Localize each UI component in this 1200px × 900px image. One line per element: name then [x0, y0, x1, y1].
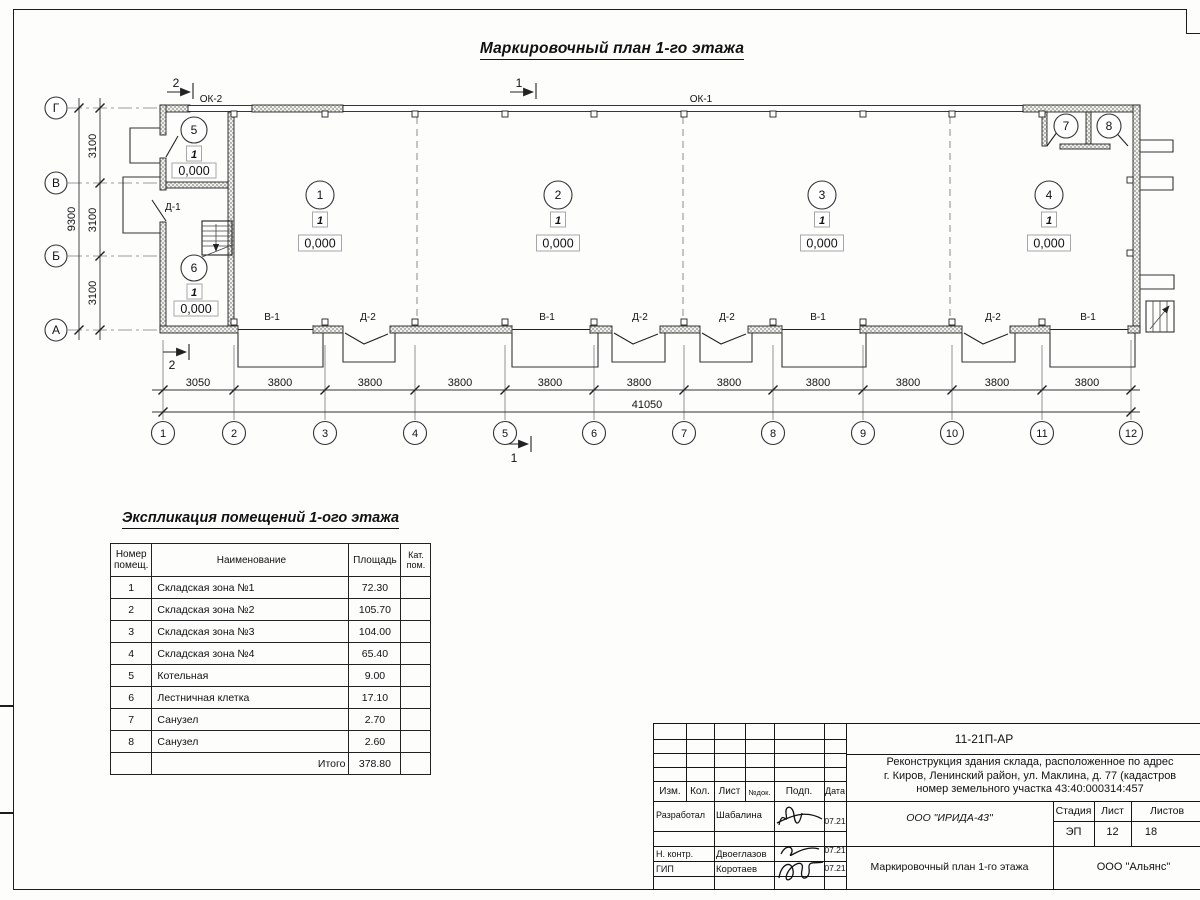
dim-total-label: 41050	[631, 399, 663, 411]
frame-left-tick	[0, 812, 13, 814]
row-axis-lines	[68, 108, 162, 330]
cell-num: 7	[111, 709, 152, 731]
axis-col-label: 9	[859, 428, 867, 440]
opening-label: Д-2	[985, 312, 1001, 323]
cell-area: 17.10	[349, 687, 401, 709]
room-number: 4	[1045, 188, 1053, 202]
sheet-value: 12	[1106, 826, 1119, 838]
cell-name: Санузел	[152, 709, 349, 731]
sign-role: Н. контр.	[656, 849, 694, 859]
section-mark-label: 1	[515, 76, 523, 90]
dim-label: 3800	[1074, 377, 1100, 389]
sign-name: Коротаев	[716, 864, 758, 875]
section-marks	[163, 76, 536, 465]
dim-label: 3800	[716, 377, 742, 389]
cell-name: Лестничная клетка	[152, 687, 349, 709]
col-list: Лист	[718, 786, 741, 797]
dim-label: 3100	[87, 133, 99, 159]
axis-col-label: 4	[411, 428, 419, 440]
axis-col-label: 12	[1124, 428, 1138, 440]
stamp-line	[654, 801, 1200, 802]
table-row	[111, 621, 431, 643]
axis-row-label: Г	[52, 101, 60, 115]
cell-cat	[401, 577, 431, 599]
col-ndok: №док.	[748, 788, 771, 797]
elevation-mark: 0,000	[304, 236, 336, 251]
table-row	[111, 577, 431, 599]
sign-name: Двоеглазов	[716, 849, 767, 860]
drawing-name: Маркировочный план 1-го этажа	[870, 861, 1029, 873]
signature-scribble	[775, 803, 825, 831]
axis-col-label: 6	[590, 428, 598, 440]
room-table-title: Экспликация помещений 1-ого этажа	[122, 510, 399, 526]
opening-label: В-1	[1080, 312, 1096, 323]
cell-name: Складская зона №4	[152, 643, 349, 665]
stamp-line	[654, 767, 846, 768]
project-line: г. Киров, Ленинский район, ул. Маклина, д. 77 (кадастров	[883, 769, 1177, 782]
axis-col-label: 2	[230, 428, 238, 440]
project-line: Реконструкция здания склада, расположенное по адрес	[886, 756, 1174, 768]
room-category: 1	[190, 287, 198, 299]
cell-num: 1	[111, 577, 152, 599]
opening-label: Д-2	[719, 312, 735, 323]
stamp-line	[654, 781, 846, 782]
stamp-line	[714, 724, 715, 889]
dim-label: 3050	[185, 377, 211, 389]
col-header-cat: Кат. пом.	[401, 544, 431, 577]
sign-role: Разработал	[656, 810, 705, 820]
dim-total-label: 9300	[66, 206, 78, 232]
cell-area: 72.30	[349, 577, 401, 599]
opening-label: Д-2	[360, 312, 376, 323]
section-mark-label: 2	[172, 76, 180, 90]
cell-num: 2	[111, 599, 152, 621]
cell-name: Складская зона №2	[152, 599, 349, 621]
zone-partition-lines	[417, 117, 950, 319]
frame-left-tick	[0, 705, 13, 707]
cell-empty	[401, 753, 431, 775]
opening-label: Д-2	[632, 312, 648, 323]
axis-row-label: А	[51, 323, 61, 337]
table-header-row	[111, 544, 431, 577]
cell-num: 3	[111, 621, 152, 643]
axis-col-label: 5	[501, 428, 509, 440]
axis-col-label: 11	[1036, 428, 1048, 440]
elevation-mark: 0,000	[806, 236, 838, 251]
table-row	[111, 665, 431, 687]
project-line: номер земельного участка 43:40:000314:457	[916, 783, 1144, 795]
room-category: 1	[1045, 215, 1053, 227]
elevation-mark: 0,000	[178, 164, 210, 178]
dim-label: 3800	[447, 377, 473, 389]
room-number: 7	[1062, 119, 1070, 133]
contractor-name: ООО "Альянс"	[1096, 861, 1171, 873]
cell-area: 65.40	[349, 643, 401, 665]
elevation-mark: 0,000	[1033, 236, 1065, 251]
window-label-ok1: ОК-1	[689, 94, 713, 105]
project-description	[846, 756, 1200, 797]
left-dimensions	[66, 98, 105, 340]
opening-label: В-1	[810, 312, 826, 323]
cell-name: Складская зона №3	[152, 621, 349, 643]
room-number: 5	[190, 123, 198, 137]
pilasters	[231, 111, 1133, 325]
axis-col-label: 1	[159, 428, 167, 440]
section-mark-label: 1	[510, 451, 518, 465]
dim-label: 3100	[87, 207, 99, 233]
col-kol: Кол.	[690, 786, 710, 797]
section-mark-label: 2	[168, 358, 176, 372]
axis-col-label: 3	[321, 428, 329, 440]
cell-cat	[401, 687, 431, 709]
table-row	[111, 687, 431, 709]
room-schedule-table	[110, 543, 431, 775]
dim-label: 3800	[895, 377, 921, 389]
cell-cat	[401, 709, 431, 731]
room-category: 1	[818, 215, 826, 227]
total-value: 378.80	[349, 753, 401, 775]
cell-name: Санузел	[152, 731, 349, 753]
cell-cat	[401, 643, 431, 665]
stamp-line	[654, 831, 846, 832]
cell-cat	[401, 599, 431, 621]
cell-empty	[111, 753, 152, 775]
col-izm: Изм.	[659, 786, 681, 797]
room-category: 1	[554, 215, 562, 227]
sign-date: 07.21	[824, 816, 846, 826]
opening-label: В-1	[264, 312, 280, 323]
dim-label: 3800	[357, 377, 383, 389]
sign-name: Шабалина	[716, 810, 762, 821]
cell-area: 9.00	[349, 665, 401, 687]
axis-col-label: 7	[680, 428, 688, 440]
cell-num: 5	[111, 665, 152, 687]
room-category: 1	[190, 149, 198, 161]
room-annotations	[172, 114, 1121, 316]
row-axis-bubbles	[45, 97, 67, 341]
bottom-dimensions	[152, 377, 1140, 417]
cell-cat	[401, 665, 431, 687]
room-number: 2	[554, 188, 562, 202]
sheets-label: Листов	[1149, 805, 1185, 817]
table-row	[111, 599, 431, 621]
cell-area: 105.70	[349, 599, 401, 621]
room-number: 8	[1105, 119, 1113, 133]
axis-row-label: Б	[52, 249, 60, 263]
org-name: ООО "ИРИДА-43"	[906, 812, 993, 824]
table-row	[111, 643, 431, 665]
stamp-line	[1053, 821, 1200, 822]
title-block	[653, 723, 1200, 890]
elevation-mark: 0,000	[542, 236, 574, 251]
axis-row-label: В	[51, 176, 61, 190]
sign-date: 07.21	[824, 863, 846, 873]
col-header-num: Номер помещ.	[111, 544, 152, 577]
cell-area: 104.00	[349, 621, 401, 643]
plan-title: Маркировочный план 1-го этажа	[462, 40, 762, 58]
cell-area: 2.60	[349, 731, 401, 753]
elevation-mark: 0,000	[180, 302, 212, 316]
window-label-ok2: ОК-2	[199, 94, 223, 105]
dim-label: 3800	[626, 377, 652, 389]
stage-value: ЭП	[1065, 826, 1082, 838]
cell-name: Складская зона №1	[152, 577, 349, 599]
cell-cat	[401, 621, 431, 643]
stamp-line	[846, 754, 1200, 755]
col-podp: Подп.	[785, 786, 813, 797]
axis-col-label: 10	[945, 428, 959, 440]
dim-label: 3800	[805, 377, 831, 389]
staircase	[202, 221, 232, 257]
walls	[152, 105, 1140, 333]
cell-area: 2.70	[349, 709, 401, 731]
door-label-d1: Д-1	[165, 202, 181, 213]
stamp-line	[654, 753, 846, 754]
cell-cat	[401, 731, 431, 753]
table-total-row	[111, 753, 431, 775]
table-row	[111, 709, 431, 731]
doc-code: 11-21П-АР	[954, 732, 1014, 746]
exterior-stair	[1146, 301, 1174, 332]
stamp-line	[654, 846, 1200, 847]
dim-label: 3800	[537, 377, 563, 389]
axis-col-label: 8	[769, 428, 777, 440]
opening-labels	[165, 94, 1096, 323]
sheet-label: Лист	[1101, 805, 1124, 817]
total-label: Итого	[152, 753, 349, 775]
cell-num: 8	[111, 731, 152, 753]
cell-num: 4	[111, 643, 152, 665]
column-axis-bubbles	[152, 422, 1143, 445]
room-number: 3	[818, 188, 826, 202]
bottom-doors	[345, 333, 1008, 344]
stage-label: Стадия	[1055, 805, 1092, 817]
dim-label: 3800	[267, 377, 293, 389]
stamp-line	[654, 739, 846, 740]
dim-label: 3100	[87, 280, 99, 306]
col-data: Дата	[825, 786, 845, 796]
sign-date: 07.21	[824, 845, 846, 855]
signature-scribble	[775, 840, 827, 887]
sheets-value: 18	[1144, 826, 1158, 838]
room-number: 6	[190, 261, 198, 275]
room-number: 1	[316, 188, 324, 202]
sign-role: ГИП	[656, 864, 674, 874]
opening-label: В-1	[539, 312, 555, 323]
dim-label: 3800	[984, 377, 1010, 389]
col-header-area: Площадь	[349, 544, 401, 577]
cell-name: Котельная	[152, 665, 349, 687]
room-category: 1	[316, 215, 324, 227]
table-row	[111, 731, 431, 753]
col-header-name: Наименование	[152, 544, 349, 577]
cell-num: 6	[111, 687, 152, 709]
